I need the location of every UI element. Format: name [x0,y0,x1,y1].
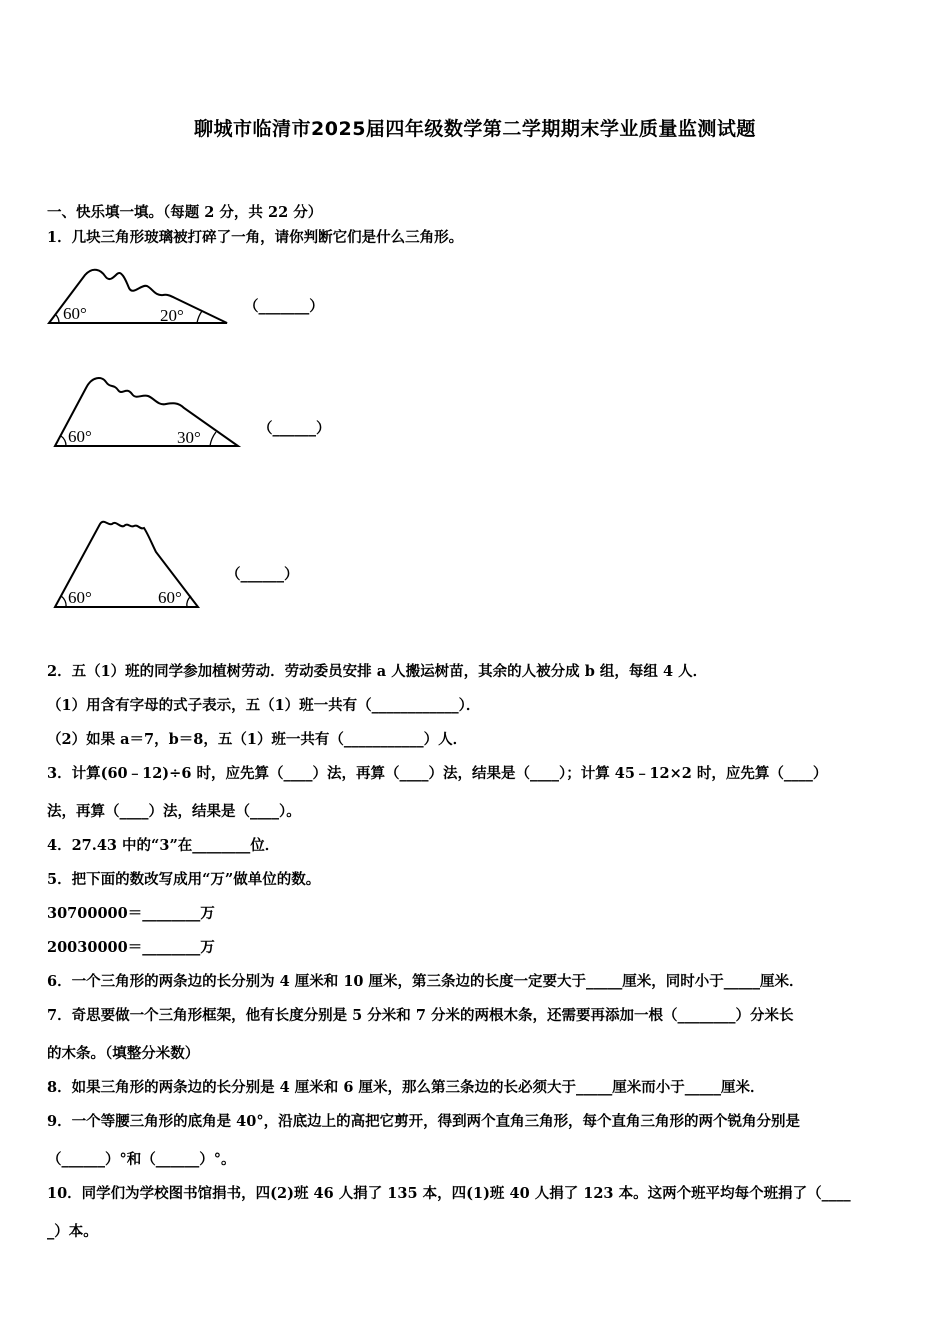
question-2-part-2: （2）如果 a＝7，b＝8，五（1）班一共有（___________）人． [47,731,468,748]
broken-triangle-figure-3 [50,516,205,612]
question-5: 5．把下面的数改写成用“万”做单位的数。 [47,871,321,888]
question-5-item-2: 20030000＝________万 [47,939,215,956]
question-3-line-2: 法，再算（____）法，结果是（____）。 [47,803,301,820]
angle-label-left: 60° [68,427,92,446]
question-5-item-1: 30700000＝________万 [47,905,215,922]
section-heading: 一、快乐填一填。（每题 2 分，共 22 分） [47,204,323,221]
question-2-part-1: （1）用含有字母的式子表示，五（1）班一共有（____________）． [47,697,481,714]
angle-label-left: 60° [63,304,87,323]
broken-triangle-figure-1 [45,262,235,332]
question-9-line-1: 9．一个等腰三角形的底角是 40°，沿底边上的高把它剪开，得到两个直角三角形，每个直角三角形的两个锐角分别是 [47,1113,801,1130]
question-10-line-2: _）本。 [47,1223,98,1240]
question-6: 6．一个三角形的两条边的长分别为 4 厘米和 10 厘米，第三条边的长度一定要大于_____厘米，同时小于_____厘米． [47,973,804,990]
question-3-line-1: 3．计算(60﹣12)÷6 时，应先算（____）法，再算（____）法，结果是（____）；计算 45﹣12×2 时，应先算（____） [47,765,828,782]
question-7-line-1: 7．奇思要做一个三角形框架，他有长度分别是 5 分米和 7 分米的两根木条，还需要再添加一根（________）分米长 [47,1007,794,1024]
angle-label-right: 30° [177,428,201,447]
question-7-line-2: 的木条。（填整分米数） [47,1045,200,1062]
question-4: 4．27.43 中的“3”在________位． [47,837,280,854]
question-2: 2．五（1）班的同学参加植树劳动．劳动委员安排 a 人搬运树苗，其余的人被分成 b 组，每组 4 人． [47,663,708,680]
angle-label-right: 20° [160,306,184,325]
question-1: 1．几块三角形玻璃被打碎了一角，请你判断它们是什么三角形。 [47,229,464,246]
page-title: 聊城市临清市2025届四年级数学第二学期期末学业质量监测试题 [194,118,756,140]
question-9-line-2: （______）°和（______）°。 [47,1151,236,1168]
broken-triangle-figure-2 [50,372,245,452]
answer-blank-2[interactable]: （______） [258,420,331,437]
question-8: 8．如果三角形的两条边的长分别是 4 厘米和 6 厘米，那么第三条边的长必须大于_____厘米而小于_____厘米． [47,1079,765,1096]
angle-label-right: 60° [158,588,182,607]
answer-blank-3[interactable]: （______） [226,566,299,583]
angle-label-left: 60° [68,588,92,607]
answer-blank-1[interactable]: （_______） [244,298,324,315]
question-10-line-1: 10．同学们为学校图书馆捐书，四(2)班 46 人捐了 135 本，四(1)班 40 人捐了 123 本。这两个班平均每个班捐了（____ [47,1185,851,1202]
